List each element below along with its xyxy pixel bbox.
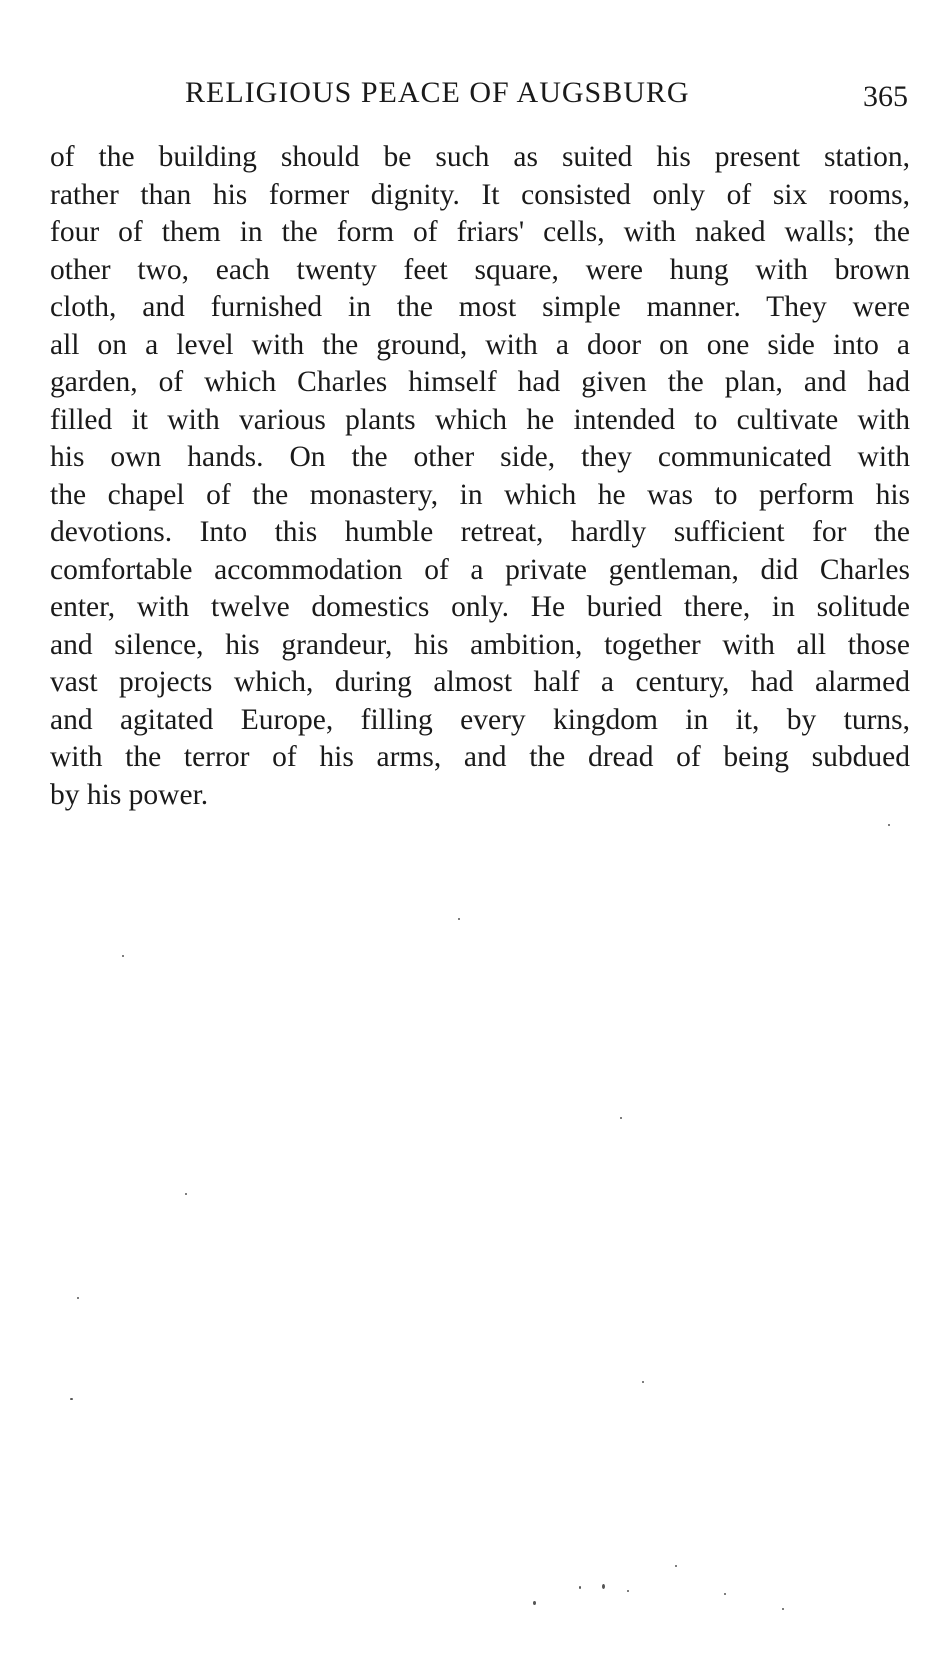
scan-speck xyxy=(888,824,890,826)
scan-speck xyxy=(77,1297,79,1299)
text-line: of the building should be such as suited his present station, xyxy=(50,141,910,173)
scan-speck xyxy=(602,1584,605,1589)
scan-speck xyxy=(185,1193,187,1195)
text-line: the chapel of the monastery, in which he was to perform his xyxy=(50,478,910,511)
text-line: vast projects which, during almost half a century, had alarmed xyxy=(50,666,910,698)
text-line: enter, with twelve domestics only. He buried there, in solitude xyxy=(50,591,910,623)
scan-speck xyxy=(533,1601,536,1605)
scan-speck xyxy=(620,1117,622,1119)
text-line: garden, of which Charles himself had given the plan, and had xyxy=(50,366,910,398)
running-head xyxy=(50,72,908,116)
running-title: RELIGIOUS PEACE OF AUGSBURG xyxy=(185,76,690,109)
text-line: devotions. Into this humble retreat, hardly sufficient for the xyxy=(50,516,910,548)
scan-speck xyxy=(579,1586,581,1589)
text-line: and agitated Europe, filling every kingdom in it, by turns, xyxy=(50,703,910,736)
text-line: filled it with various plants which he intended to cultivate with xyxy=(50,403,910,436)
scan-speck xyxy=(122,955,124,957)
scan-speck xyxy=(642,1381,644,1383)
text-line: rather than his former dignity. It consisted only of six rooms, xyxy=(50,178,910,211)
scan-speck xyxy=(675,1565,677,1567)
body-paragraph xyxy=(50,139,910,814)
text-line: cloth, and furnished in the most simple manner. They were xyxy=(50,291,910,323)
scan-speck xyxy=(627,1590,629,1592)
scan-speck xyxy=(724,1593,726,1595)
text-line: with the terror of his arms, and the dread of being subdued xyxy=(50,741,910,773)
text-line: by his power. xyxy=(50,778,209,811)
scan-speck xyxy=(70,1398,73,1400)
text-line: and silence, his grandeur, his ambition, together with all those xyxy=(50,628,910,661)
text-line: his own hands. On the other side, they communicated with xyxy=(50,441,910,473)
text-line: comfortable accommodation of a private gentleman, did Charles xyxy=(50,553,910,586)
page-number: 365 xyxy=(863,80,908,113)
scan-speck xyxy=(458,918,460,920)
scan-speck xyxy=(782,1608,784,1610)
text-line: all on a level with the ground, with a door on one side into a xyxy=(50,328,910,361)
text-line: four of them in the form of friars' cells, with naked walls; the xyxy=(50,216,910,248)
text-line: other two, each twenty feet square, were hung with brown xyxy=(50,253,910,286)
